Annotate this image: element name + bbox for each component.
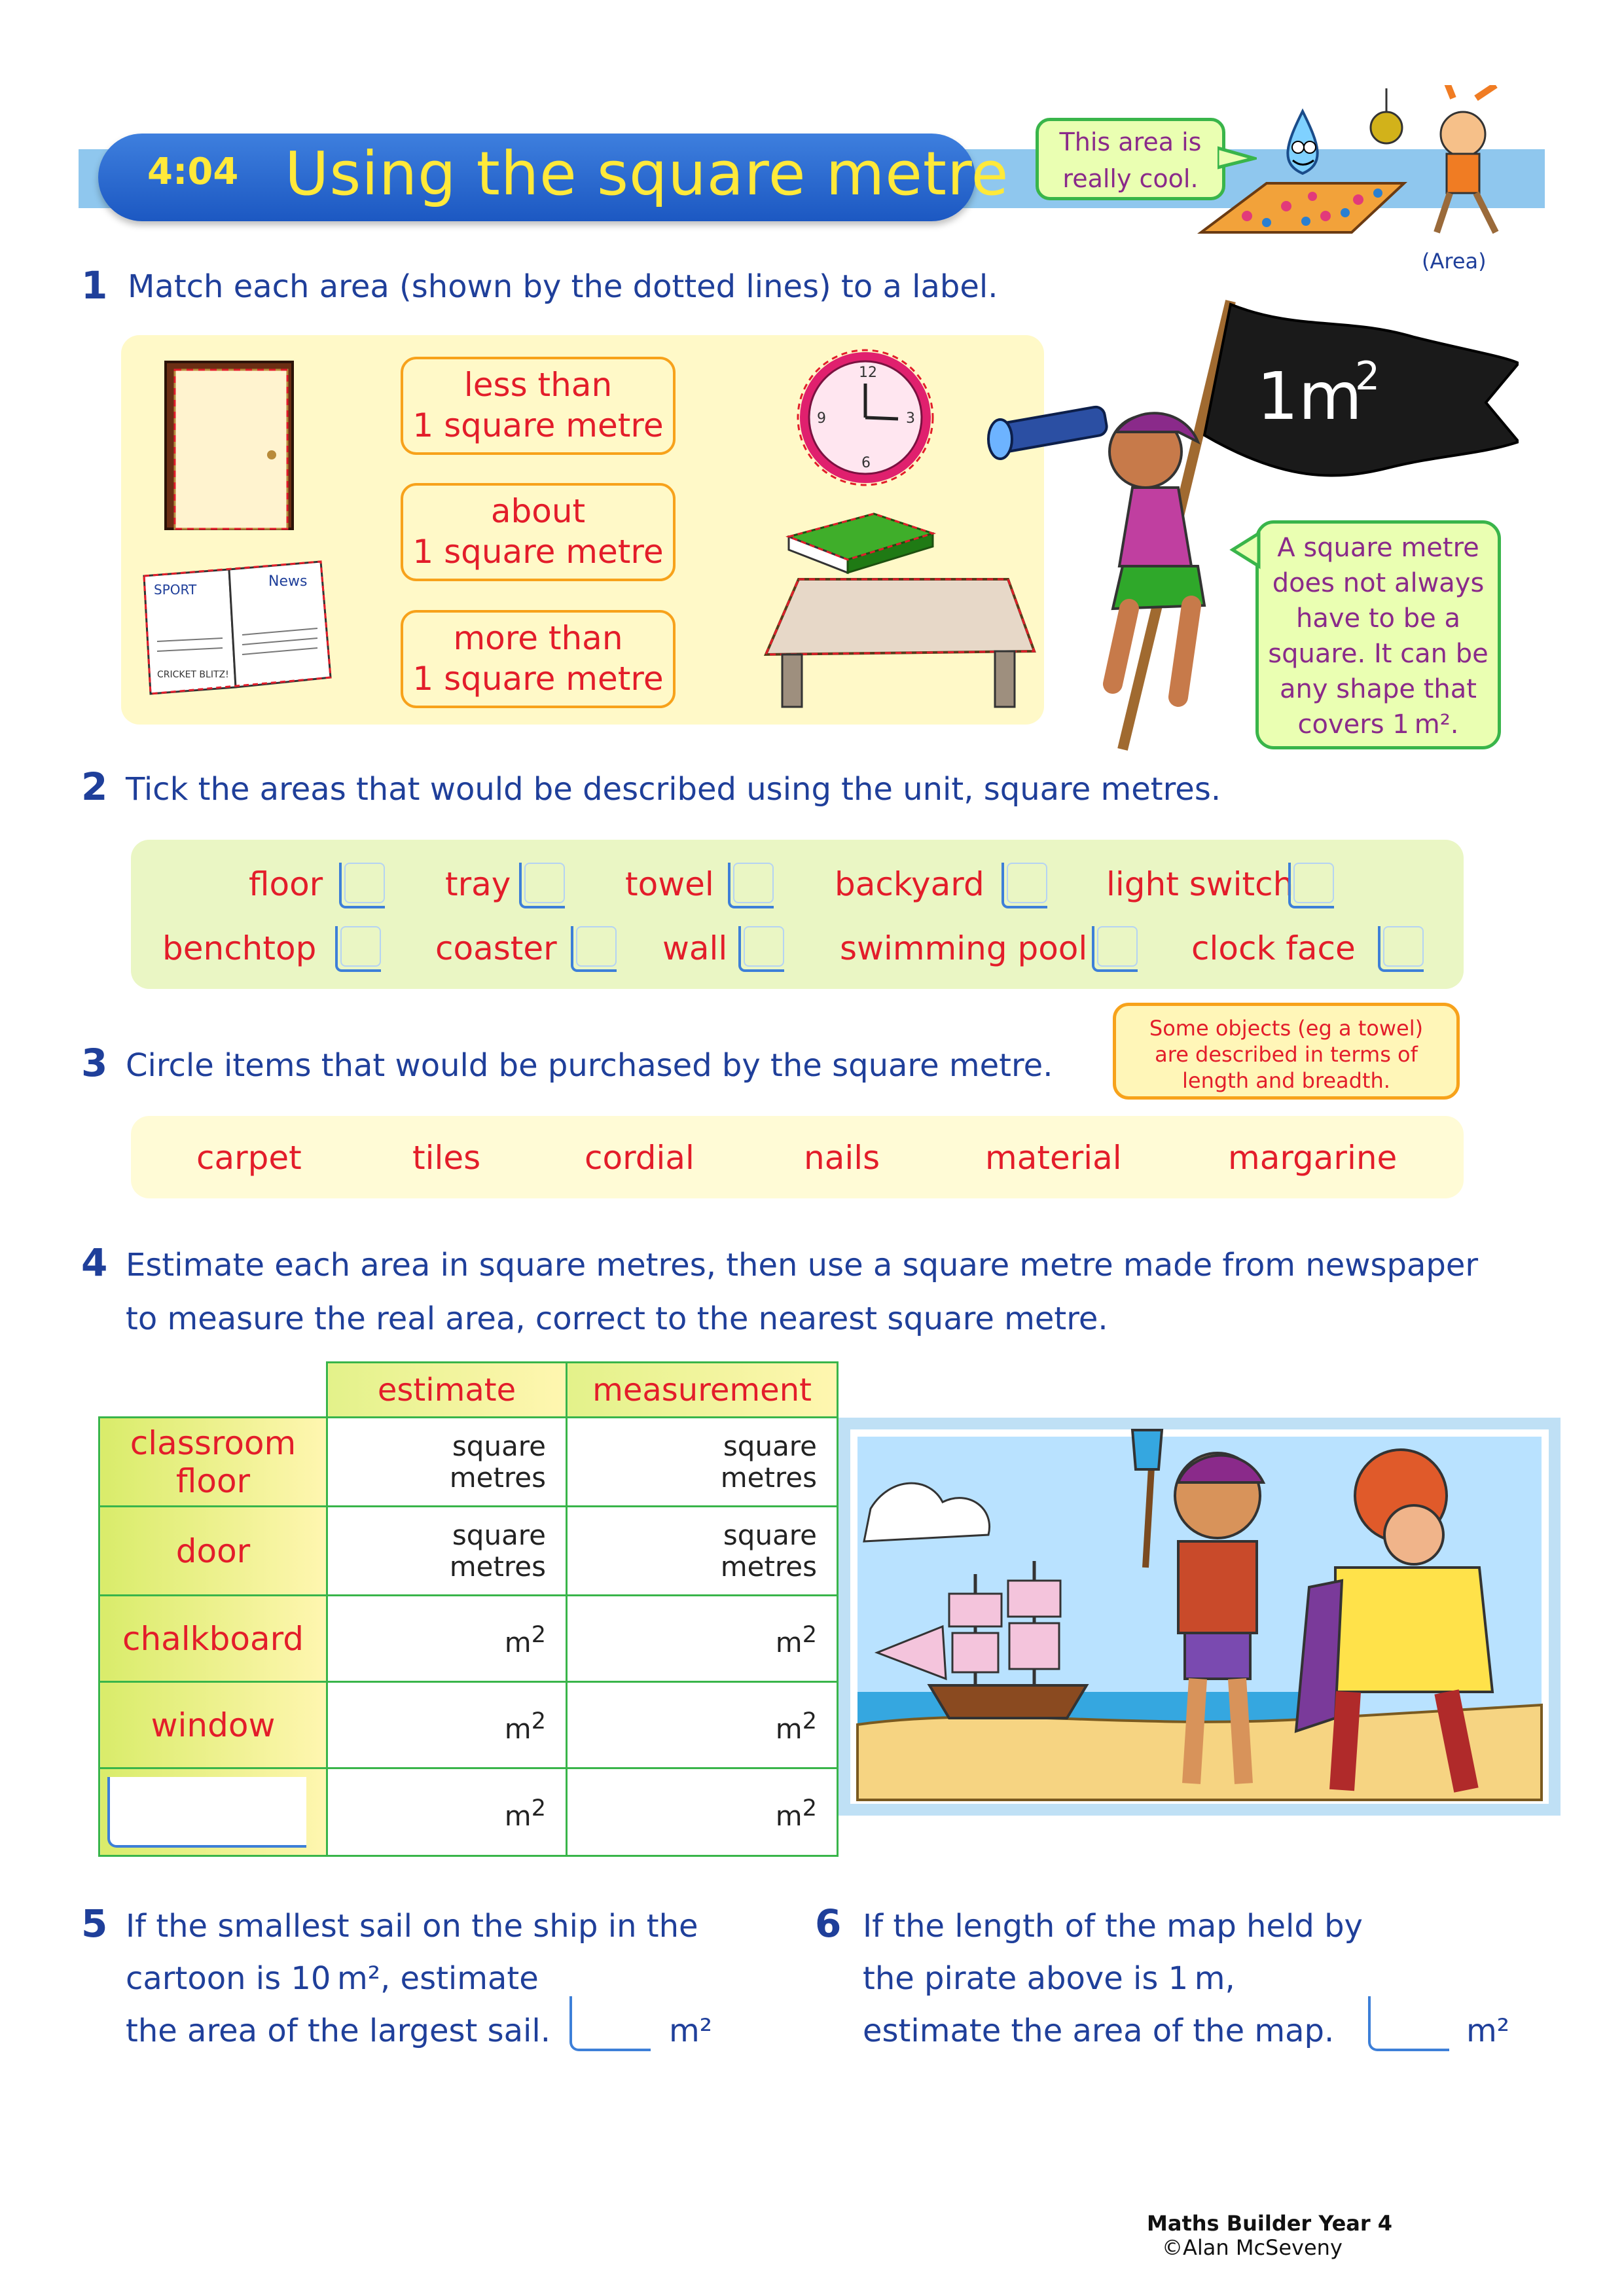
question-number: 3: [81, 1041, 108, 1085]
note-line: have to be a: [1296, 603, 1460, 634]
clock-3: 3: [906, 410, 915, 427]
newspaper-sport: SPORT: [154, 582, 197, 598]
footer-copyright: ©Alan McSeveny: [1162, 2235, 1343, 2260]
header-measurement: measurement: [567, 1363, 838, 1418]
header-estimate: estimate: [327, 1363, 567, 1418]
question-number: 6: [815, 1901, 842, 1946]
question-number: 4: [81, 1240, 108, 1285]
answer-input[interactable]: [569, 1996, 651, 2051]
row-label-blank: [99, 1768, 327, 1856]
measurement-cell[interactable]: [567, 1596, 838, 1682]
unit-sup: 2: [802, 1708, 817, 1734]
circle-item[interactable]: material: [985, 1139, 1122, 1177]
blank-label-input[interactable]: [107, 1777, 306, 1848]
question-text-line2: to measure the real area, correct to the nearest square metre.: [126, 1300, 1108, 1337]
row-label-line: floor: [175, 1462, 251, 1500]
unit-m: m: [504, 1712, 532, 1745]
unit-line: metres: [449, 1550, 546, 1583]
unit-m: m: [775, 1799, 803, 1832]
estimate-table: [98, 1361, 839, 1857]
footer-book-title: Maths Builder Year 4: [1147, 2211, 1393, 2236]
label-line: more than: [453, 619, 623, 657]
unit-line: metres: [720, 1550, 817, 1583]
row-label: door: [99, 1507, 327, 1596]
label-line: 1 square metre: [412, 406, 664, 444]
tick-word: light switch: [1106, 865, 1294, 903]
answer-unit: m²: [1466, 2013, 1509, 2049]
question-number: 2: [81, 764, 108, 809]
book-illustration: [782, 501, 939, 579]
clock-6: 6: [861, 455, 871, 471]
unit-sup: 2: [531, 1795, 546, 1821]
pirate-note-bubble: [1255, 520, 1501, 749]
note-line: any shape that: [1280, 674, 1477, 704]
circle-item[interactable]: cordial: [585, 1139, 695, 1177]
tick-box[interactable]: [1288, 863, 1334, 908]
circle-item[interactable]: tiles: [412, 1139, 481, 1177]
question-line: If the smallest sail on the ship in the: [126, 1908, 698, 1945]
measurement-cell[interactable]: [567, 1507, 838, 1596]
topic-tag: (Area): [1422, 249, 1487, 274]
lesson-number: 4:04: [147, 151, 239, 193]
unit-line: metres: [449, 1461, 546, 1494]
question-line: the pirate above is 1 m,: [863, 1960, 1235, 1997]
unit-m: m: [775, 1712, 803, 1745]
speech-line: really cool.: [1062, 164, 1199, 193]
unit-line: square: [452, 1518, 546, 1551]
label-about[interactable]: [401, 483, 676, 581]
flag-1m-text: 1m: [1257, 358, 1363, 435]
tick-word: wall: [662, 929, 728, 967]
tick-word: benchtop: [162, 929, 317, 967]
measurement-cell[interactable]: [567, 1418, 838, 1507]
tick-box[interactable]: [571, 926, 617, 972]
unit-line: square: [723, 1429, 817, 1462]
row-label: window: [99, 1682, 327, 1768]
unit-line: metres: [720, 1461, 817, 1494]
tick-word: swimming pool: [840, 929, 1088, 967]
note-line: A square metre: [1277, 533, 1479, 563]
question-line: If the length of the map held by: [863, 1908, 1363, 1945]
hint-box: [1113, 1003, 1460, 1100]
circle-item[interactable]: nails: [804, 1139, 880, 1177]
measurement-cell[interactable]: [567, 1682, 838, 1768]
unit-sup: 2: [531, 1708, 546, 1734]
unit-sup: 2: [802, 1621, 817, 1648]
unit-m: m: [504, 1626, 532, 1659]
question-text: Circle items that would be purchased by the square metre.: [126, 1047, 1053, 1084]
dancing-characters-illustration: [1188, 85, 1535, 242]
tick-box[interactable]: [339, 863, 385, 908]
measurement-cell[interactable]: [567, 1768, 838, 1856]
estimate-cell[interactable]: [327, 1507, 567, 1596]
row-label-line: classroom: [130, 1424, 297, 1462]
note-line: covers 1 m².: [1297, 709, 1459, 740]
clock-12: 12: [859, 365, 877, 381]
label-line: 1 square metre: [412, 533, 664, 571]
hint-line: length and breadth.: [1182, 1068, 1390, 1093]
note-line: does not always: [1272, 568, 1485, 598]
question-line: estimate the area of the map.: [863, 2013, 1335, 2049]
unit-line: square: [723, 1518, 817, 1551]
circle-item[interactable]: carpet: [196, 1139, 302, 1177]
unit-sup: 2: [531, 1621, 546, 1648]
label-line: 1 square metre: [412, 660, 664, 698]
unit-m: m: [504, 1799, 532, 1832]
newspaper-corner: CRICKET BLITZ!: [157, 670, 229, 680]
question-line: cartoon is 10 m², estimate: [126, 1960, 539, 1997]
question-number: 5: [81, 1901, 108, 1946]
answer-input[interactable]: [1368, 1996, 1449, 2051]
row-label: [99, 1418, 327, 1507]
hint-line: are described in terms of: [1155, 1042, 1418, 1067]
tick-box[interactable]: [728, 863, 774, 908]
tick-word: clock face: [1191, 929, 1356, 967]
tick-word: tray: [445, 865, 511, 903]
page-title: Using the square metre: [285, 139, 1009, 209]
tick-box[interactable]: [335, 926, 381, 972]
estimate-cell[interactable]: [327, 1596, 567, 1682]
tick-word: towel: [625, 865, 714, 903]
question-line: the area of the largest sail.: [126, 2013, 550, 2049]
unit-sup: 2: [802, 1795, 817, 1821]
label-line: less than: [463, 366, 613, 404]
clock-9: 9: [817, 410, 826, 427]
speech-line: This area is: [1059, 128, 1202, 156]
estimate-cell[interactable]: [327, 1768, 567, 1856]
tick-word: coaster: [435, 929, 557, 967]
unit-m: m: [775, 1626, 803, 1659]
label-more-than[interactable]: [401, 610, 676, 708]
answer-unit: m²: [669, 2013, 712, 2049]
estimate-cell[interactable]: [327, 1418, 567, 1507]
tick-box[interactable]: [1092, 926, 1138, 972]
pirates-beach-cartoon: [838, 1417, 1571, 1829]
label-line: about: [490, 492, 586, 530]
question-number: 1: [81, 263, 108, 308]
note-tail: [1229, 530, 1262, 569]
question-text: Tick the areas that would be described using the unit, square metres.: [126, 771, 1221, 808]
unit-line: square: [452, 1429, 546, 1462]
hint-line: Some objects (eg a towel): [1149, 1016, 1424, 1041]
newspaper-news: News: [268, 573, 308, 590]
door-illustration: [160, 357, 298, 533]
tick-box[interactable]: [519, 863, 565, 908]
estimate-cell[interactable]: [327, 1682, 567, 1768]
tick-word: backyard: [835, 865, 984, 903]
row-label: chalkboard: [99, 1596, 327, 1682]
question-text: Match each area (shown by the dotted lines) to a label.: [128, 268, 998, 305]
tick-box[interactable]: [1378, 926, 1424, 972]
clock-illustration: [793, 346, 937, 490]
table-corner: [99, 1363, 327, 1418]
tick-box[interactable]: [1001, 863, 1047, 908]
label-less-than[interactable]: [401, 357, 676, 455]
question-text: Estimate each area in square metres, then use a square metre made from newspaper: [126, 1247, 1479, 1283]
tick-word: floor: [249, 865, 323, 903]
flag-superscript: 2: [1355, 353, 1380, 399]
circle-item[interactable]: margarine: [1228, 1139, 1398, 1177]
tick-box[interactable]: [738, 926, 784, 972]
note-line: square. It can be: [1268, 639, 1489, 669]
newspaper-illustration: [137, 556, 334, 700]
